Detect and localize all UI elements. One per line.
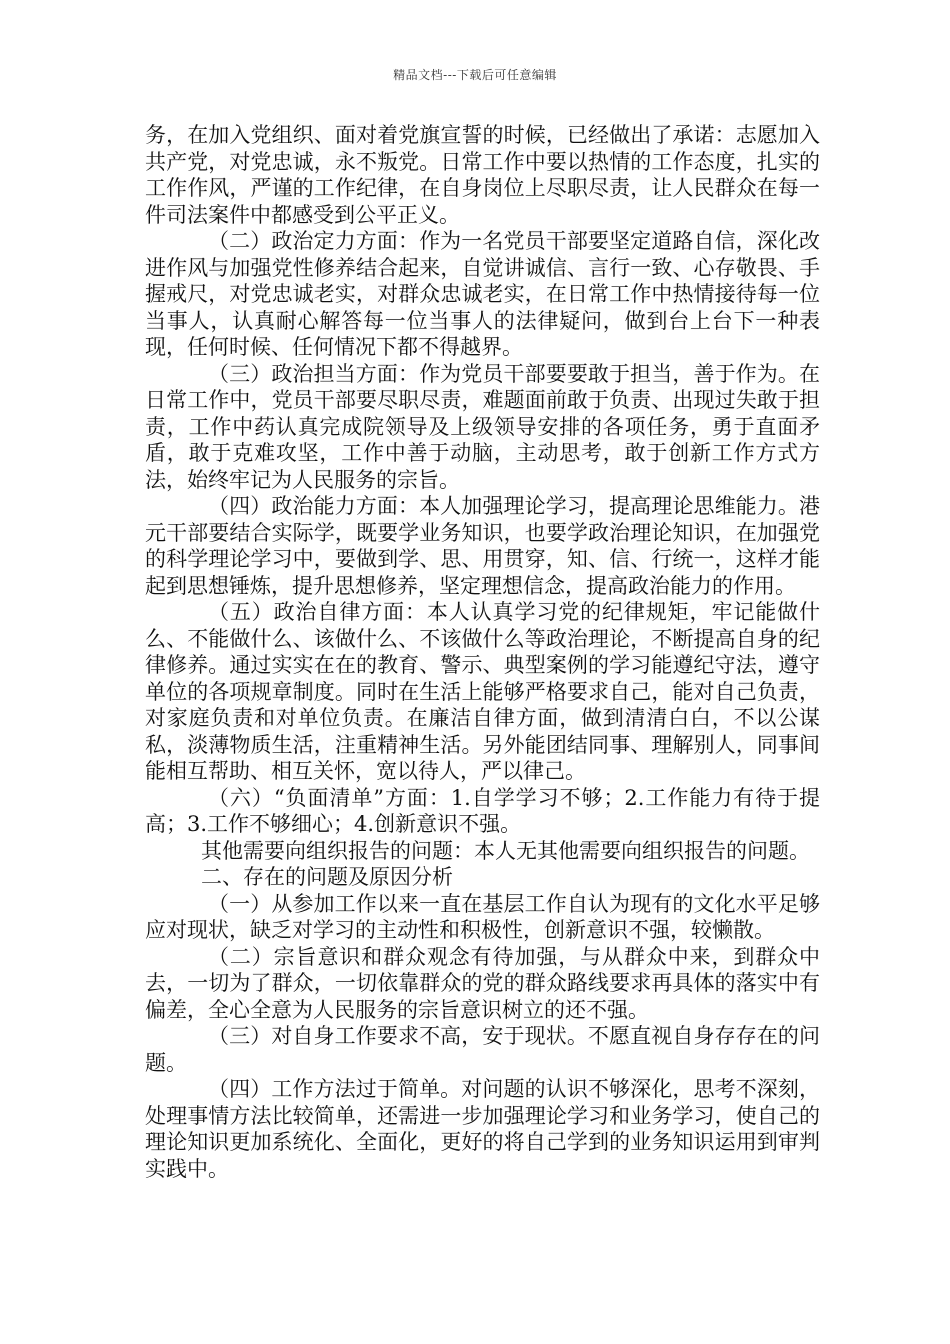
paragraph-problem-2: （二）宗旨意识和群众观念有待加强，与从群众中来，到群众中去，一切为了群众，一切依靠群众的党的群众路线要求再具体的落实中有偏差，全心全意为人民服务的宗旨意识树立的还不强。 (145, 944, 820, 1022)
paragraph-political-responsibility: （三）政治担当方面：作为党员干部要要敢于担当，善于作为。在日常工作中，党员干部要尽职尽责，难题面前敢于负责、出现过失敢于担责，工作中药认真完成院领导及上级领导安排的各项任务，勇于直面矛盾，敢于克难攻坚，工作中善于动脑，主动思考，敢于创新工作方式方法，始终牢记为人民服务的宗旨。 (145, 361, 820, 492)
paragraph-negative-list: （六）“负面清单”方面：1.自学学习不够；2.工作能力有待于提高；3.工作不够细心；4.创新意识不强。 (145, 785, 820, 836)
paragraph-political-discipline: （五）政治自律方面：本人认真学习党的纪律规矩，牢记能做什么、不能做什么、该做什么、不该做什么等政治理论，不断提高自身的纪律修养。通过实实在在的教育、警示、典型案例的学习能遵纪守法，遵守单位的各项规章制度。同时在生活上能够严格要求自己，能对自己负责，对家庭负责和对单位负责。在廉洁自律方面，做到清清白白，不以公谋私，淡薄物质生活，注重精神生活。另外能团结同事、理解别人，同事间能相互帮助、相互关怀，宽以待人，严以律己。 (145, 600, 820, 783)
document-body (145, 122, 820, 1182)
paragraph-problem-3: （三）对自身工作要求不高，安于现状。不愿直视自身存存在的问题。 (145, 1024, 820, 1075)
paragraph-political-resolve: （二）政治定力方面：作为一名党员干部要坚定道路自信，深化改进作风与加强党性修养结合起来，自觉讲诚信、言行一致、心存敬畏、手握戒尺，对党忠诚老实，对群众忠诚老实，在日常工作中热情接待每一位当事人，认真耐心解答每一位当事人的法律疑问，做到台上台下一种表现，任何时候、任何情况下都不得越界。 (145, 229, 820, 359)
paragraph-other-matters: 其他需要向组织报告的问题：本人无其他需要向组织报告的问题。 (201, 838, 810, 863)
paragraph-political-ability: （四）政治能力方面：本人加强理论学习，提高理论思维能力。港元干部要结合实际学，既要学业务知识，也要学政治理论知识，在加强党的科学理论学习中，要做到学、思、用贯穿，知、信、行统一，这样才能起到思想锤炼，提升思想修养，坚定理想信念，提高政治能力的作用。 (145, 494, 820, 598)
section-heading-problems: 二、存在的问题及原因分析 (201, 865, 453, 889)
paragraph-problem-4: （四）工作方法过于简单。对问题的认识不够深化，思考不深刻，处理事情方法比较简单，还需进一步加强理论学习和业务学习，使自己的理论知识更加系统化、全面化，更好的将自己学到的业务知识运用到审判实践中。 (145, 1077, 820, 1181)
page-header: 精品文档---下载后可任意编辑 (393, 68, 557, 82)
paragraph-problem-1: （一）从参加工作以来一直在基层工作自认为现有的文化水平足够应对现状，缺乏对学习的主动性和积极性，创新意识不强，较懒散。 (145, 891, 820, 942)
paragraph-continuation: 务，在加入党组织、面对着党旗宣誓的时候，已经做出了承诺：志愿加入共产党，对党忠诚，永不叛党。日常工作中要以热情的工作态度，扎实的工作作风，严谨的工作纪律，在自身岗位上尽职尽责，让人民群众在每一件司法案件中都感受到公平正义。 (145, 123, 820, 227)
